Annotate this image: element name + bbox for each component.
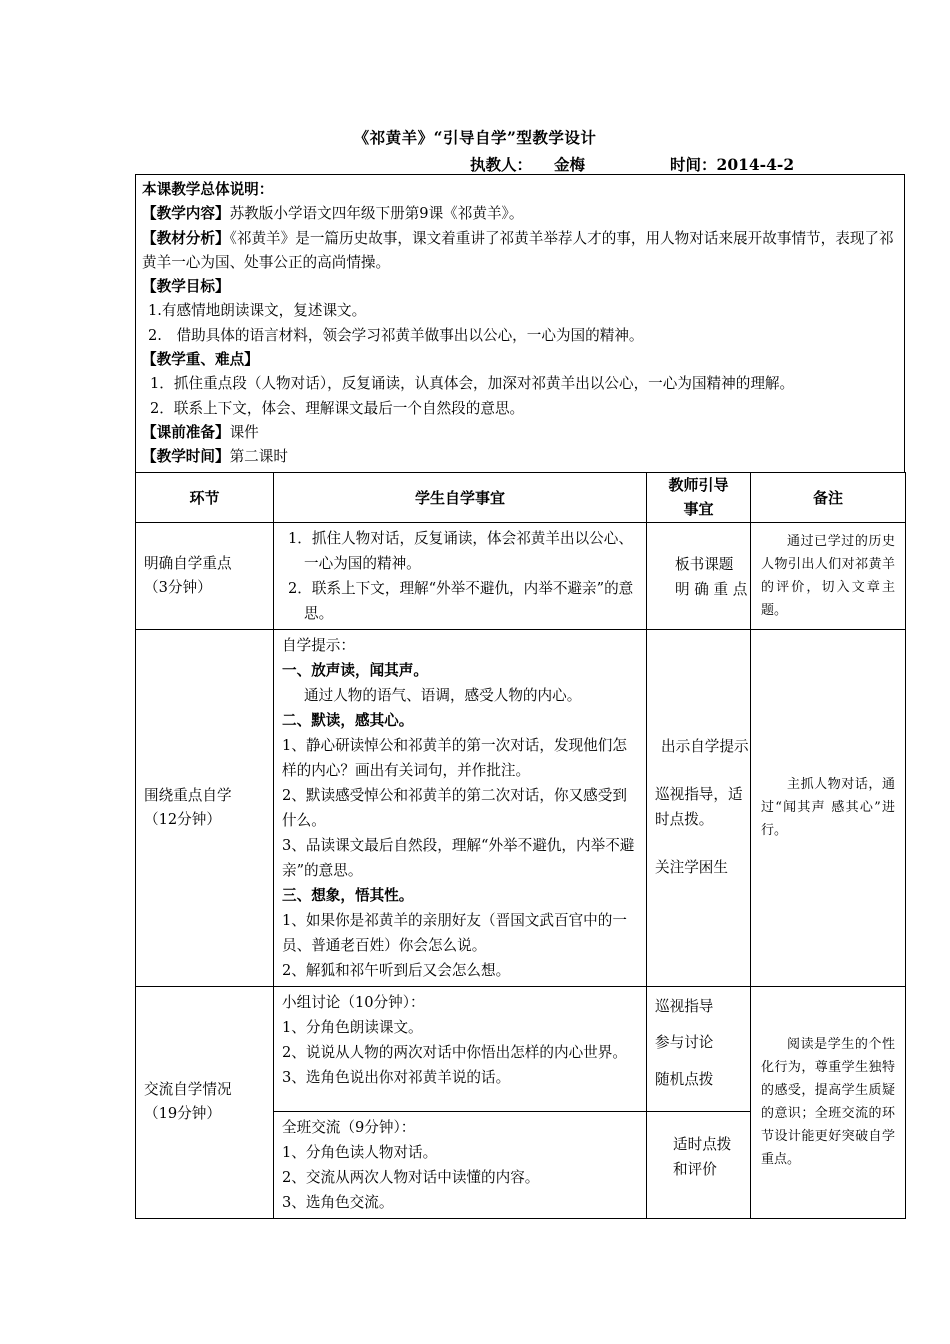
focus-item: 2．联系上下文，体会、理解课文最后一个自然段的意思。 [150,399,525,417]
stage-cell [136,522,274,629]
note-text: 通过已学过的历史人物引出人们对祁黄羊的评价，切入文章主题。 [761,533,895,618]
stage-duration: （3分钟） [144,578,212,596]
overview-section [135,174,905,472]
class-heading: 全班交流（9分钟）： [282,1118,416,1136]
goal-item: 1.有感情地朗读课文，复述课文。 [148,302,367,320]
focus-tag: 【教学重、难点】 [142,351,259,369]
analysis-line [142,227,898,276]
table-header-row [136,472,906,522]
teacher-cell [647,1111,751,1218]
teacher-item: 适时点拨 [673,1135,732,1153]
student-cell [274,522,647,629]
class-item: 2、交流从两次人物对话中读懂的内容。 [282,1168,540,1186]
content-tag: 【教学内容】 [142,205,230,223]
teacher-item: 参与讨论 [655,1034,714,1052]
note-text: 阅读是学生的个性化行为，尊重学生独特的感受，提高学生质疑的意识；全班交流的环节设计能更好突破自学重点。 [761,1037,895,1168]
stage-name: 交流自学情况 [144,1081,232,1099]
prep-tag: 【课前准备】 [142,423,230,441]
analysis-text: 《祁黄羊》是一篇历史故事，课文着重讲了祁黄羊举荐人才的事，用人物对话来展开故事情节，表现了祁黄羊一心为国、处事公正的高尚情操。 [142,229,894,271]
note-text: 主抓人物对话，通过“闻其声 感其心”进行。 [761,777,895,839]
teacher-item: 出示自学提示 [661,737,749,755]
teacher-item: 和评价 [673,1160,717,1178]
student-cell [274,629,647,986]
prep-text: 课件 [229,423,259,441]
content-line [142,202,898,226]
lesson-plan [135,174,905,1219]
group-item: 1、分角色朗读课文。 [282,1018,423,1036]
class-item: 3、选角色交流。 [282,1193,394,1211]
stage-duration: （19分钟） [144,1105,221,1123]
table-row [136,522,906,629]
author-label: 执教人： [470,155,533,174]
period-text: 第二课时 [229,448,288,466]
section-heading: 二、默读，感其心。 [282,711,414,729]
header-student: 学生自学事宜 [274,472,647,522]
section-heading: 三、想象，悟其性。 [282,886,414,904]
group-heading: 小组讨论（10分钟）： [282,993,425,1011]
student-item: 1．抓住人物对话，反复诵读，体会祁黄羊出以公心、一心为国的精神。 [288,529,633,572]
prep-line [142,421,898,445]
table-row [136,986,906,1111]
goal-item: 2. 借助具体的语言材料，领会学习祁黄羊做事出以公心，一心为国的精神。 [148,326,644,344]
header-teacher-line: 事宜 [683,500,714,519]
note-cell [751,986,906,1218]
teacher-item: 随机点拨 [655,1070,714,1088]
procedure-table [135,472,906,1219]
student-cell [274,986,647,1111]
note-cell [751,629,906,986]
student-item: 2．联系上下文，理解“外举不避仇，内举不避亲”的意思。 [288,579,634,622]
teacher-cell [647,986,751,1111]
focus-item: 1．抓住重点段（人物对话），反复诵读，认真体会，加深对祁黄羊出以公心，一心为国精神的理解。 [150,375,795,393]
stage-cell [136,986,274,1218]
teacher-item: 关注学困生 [655,859,728,877]
section-text: 通过人物的语气、语调，感受人物的内心。 [304,686,582,704]
group-item: 2、说说从人物的两次对话中你悟出怎样的内心世界。 [282,1043,627,1061]
teacher-cell [647,629,751,986]
content-text: 苏教版小学语文四年级下册第9课《祁黄羊》。 [229,205,524,223]
group-item: 3、选角色说出你对祁黄羊说的话。 [282,1068,511,1086]
table-row [136,629,906,986]
header-teacher [647,472,751,522]
class-item: 1、分角色读人物对话。 [282,1143,438,1161]
teacher-item: 板书课题 [675,556,734,574]
section-item: 1、如果你是祁黄羊的亲朋好友（晋国文武百官中的一员、普通老百姓）你会怎么说。 [282,911,627,954]
header-teacher-line: 教师引导 [668,476,729,495]
analysis-tag: 【教材分析】 [142,229,230,247]
document-title: 《祁黄羊》“引导自学”型教学设计 [353,128,597,147]
period-line [142,445,898,469]
section-item: 3、品读课文最后自然段，理解“外举不避仇，内举不避亲”的意思。 [282,836,635,879]
note-cell [751,522,906,629]
header-stage: 环节 [136,472,274,522]
goals-tag: 【教学目标】 [142,278,230,296]
author-name: 金梅 [554,155,586,174]
student-cell [274,1111,647,1218]
header-note: 备注 [751,472,906,522]
section-item: 2、默读感受悼公和祁黄羊的第二次对话，你又感受到什么。 [282,786,627,829]
stage-duration: （12分钟） [144,810,221,828]
teacher-item: 巡视指导 [655,997,714,1015]
section-item: 1、静心研读悼公和祁黄羊的第一次对话，发现他们怎样的内心？画出有关词句，并作批注。 [282,736,627,779]
teacher-item: 巡视指导，适时点拨。 [655,786,743,828]
hint-label: 自学提示： [282,636,355,654]
document-meta [470,153,794,175]
overview-heading: 本课教学总体说明： [142,181,274,198]
time-label: 时间： [670,155,717,174]
teacher-item: 明 确 重 点 [675,580,748,598]
teacher-cell [647,522,751,629]
date: 2014-4-2 [716,155,795,174]
stage-name: 明确自学重点 [144,554,232,572]
stage-name: 围绕重点自学 [144,786,232,804]
section-heading: 一、放声读，闻其声。 [282,661,428,679]
period-tag: 【教学时间】 [142,448,230,466]
stage-cell [136,629,274,986]
section-item: 2、解狐和祁午听到后又会怎么想。 [282,961,511,979]
